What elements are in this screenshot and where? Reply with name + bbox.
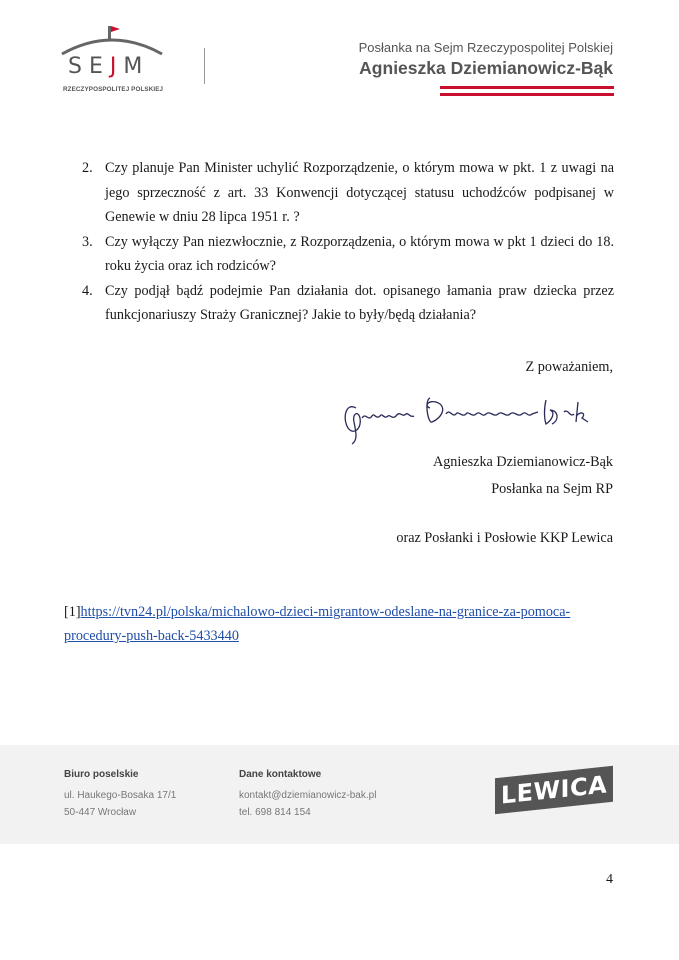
- page-number: 4: [606, 872, 613, 887]
- list-item: 2. Czy planuje Pan Minister uchylić Rozporządzenie, o którym mowa w pkt. 1 z uwagi na jego sprzeczność z art. 33 Konwencji dotyczącej statusu uchodźców podpisanej w Genewie w dniu 28 lipca 1951 r. ?: [82, 160, 614, 225]
- handwritten-signature: [338, 388, 594, 448]
- question-list: [82, 156, 614, 328]
- signatory-name: Agnieszka Dziemianowicz-Bąk: [432, 454, 613, 470]
- header-role: Posłanka na Sejm Rzeczypospolitej Polskiej: [358, 40, 613, 55]
- footnote: [64, 600, 614, 648]
- footnote-marker: [1]: [64, 604, 81, 620]
- sejm-subtitle: RZECZYPOSPOLITEJ POLSKIEJ: [63, 86, 164, 93]
- list-item: 4. Czy podjął bądź podejmie Pan działania dot. opisanego łamania praw dziecka przez funkcjonariuszy Straży Granicznej? Jakie to były/będą działania?: [82, 282, 614, 323]
- office-heading: Biuro poselskie: [64, 769, 139, 780]
- list-item: 3. Czy wyłączy Pan niezwłocznie, z Rozporządzenia, o którym mowa w pkt 1 dzieci do 18. roku życia oraz ich rodziców?: [82, 233, 614, 274]
- signatory-title: Posłanka na Sejm RP: [491, 481, 613, 497]
- co-signers: oraz Posłanki i Posłowie KKP Lewica: [396, 530, 613, 546]
- header-accent-bar: [440, 93, 614, 96]
- closing-salutation: Z poważaniem,: [525, 359, 613, 375]
- header-divider: [204, 48, 205, 84]
- contact-email: kontakt@dziemianowicz-bak.pl: [239, 790, 377, 801]
- office-address: ul. Haukego-Bosaka 17/1: [64, 790, 177, 801]
- sejm-wordmark: SEJM: [68, 54, 150, 79]
- office-postcode: 50-447 Wrocław: [64, 807, 137, 818]
- contact-heading: Dane kontaktowe: [239, 769, 322, 780]
- contact-phone: tel. 698 814 154: [239, 807, 311, 818]
- lewica-logo: LEWICA: [495, 766, 613, 814]
- header-name: Agnieszka Dziemianowicz-Bąk: [359, 58, 613, 78]
- footnote-link[interactable]: https://tvn24.pl/polska/michalowo-dzieci-migrantow-odeslane-na-granice-za-pomoca-procedury-push-back-5433440: [64, 604, 571, 644]
- header-accent-bar: [440, 86, 614, 89]
